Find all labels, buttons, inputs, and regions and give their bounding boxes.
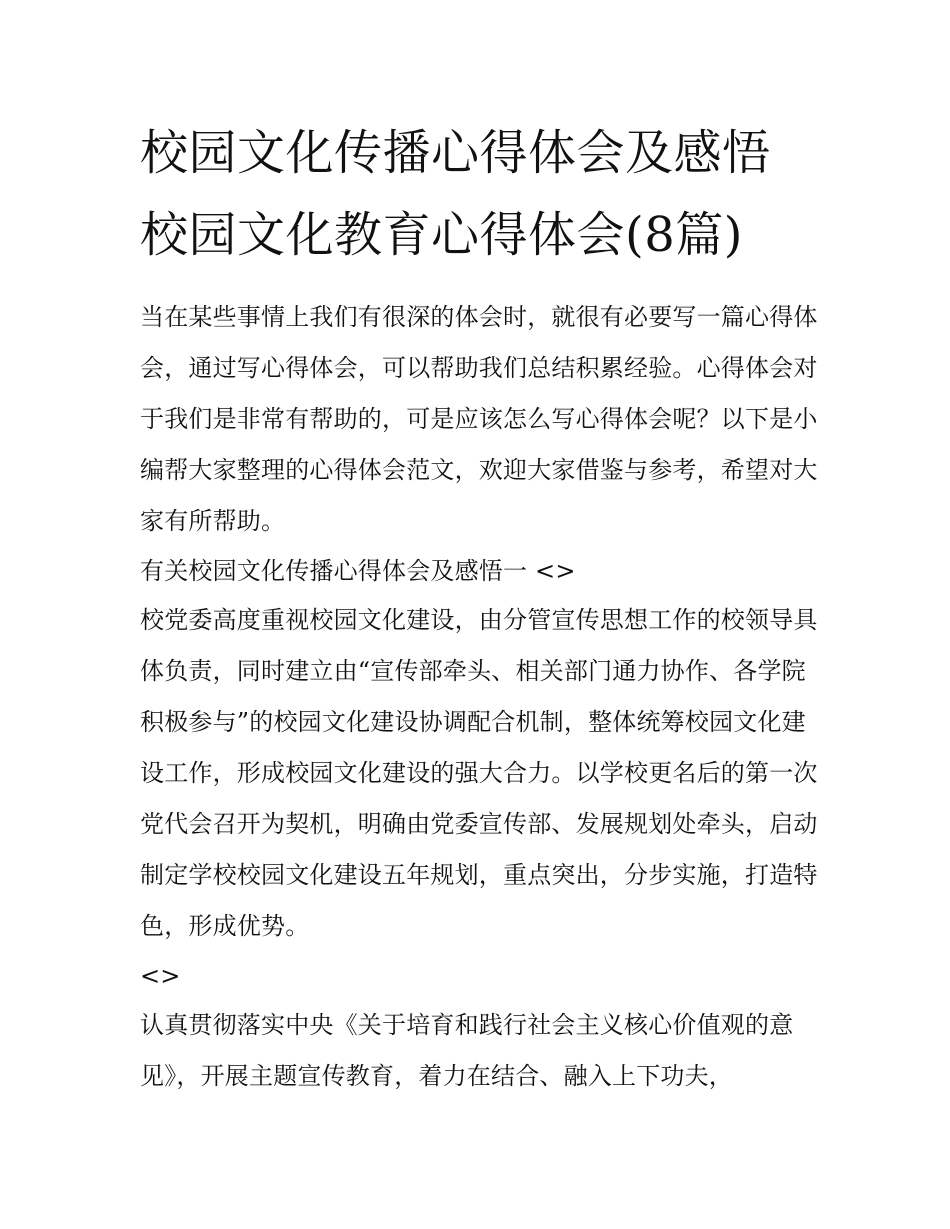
marker-text: <> [140,962,181,990]
document-page [140,112,820,1102]
body-paragraph-2: 认真贯彻落实中央《关于培育和践行社会主义核心价值观的意见》，开展主题宣传教育，着力在结合、融入上下功夫， [140,1011,794,1090]
intro-paragraph: 当在某些事情上我们有很深的体会时，就很有必要写一篇心得体会，通过写心得体会，可以帮助我们总结积累经验。心得体会对于我们是非常有帮助的，可是应该怎么写心得体会呢？以下是小编帮大家整理的心得体会范文，欢迎大家借鉴与参考，希望对大家有所帮助。 [140,303,818,535]
title-line-1: 校园文化传播心得体会及感悟 [140,125,771,181]
body-paragraph-1: 校党委高度重视校园文化建设，由分管宣传思想工作的校领导具体负责，同时建立由“宣传部牵头、相关部门通力协作、各学院积极参与”的校园文化建设协调配合机制，整体统筹校园文化建设工作，形成校园文化建设的强大合力。以学校更名后的第一次党代会召开为契机，明确由党委宣传部、发展规划处牵头，启动制定学校校园文化建设五年规划，重点突出，分步实施，打造特色，形成优势。 [140,606,818,940]
section-heading: 有关校园文化传播心得体会及感悟一 <> [140,557,576,585]
document-title [140,112,820,276]
title-line-2: 校园文化教育心得体会(8篇) [140,207,743,263]
